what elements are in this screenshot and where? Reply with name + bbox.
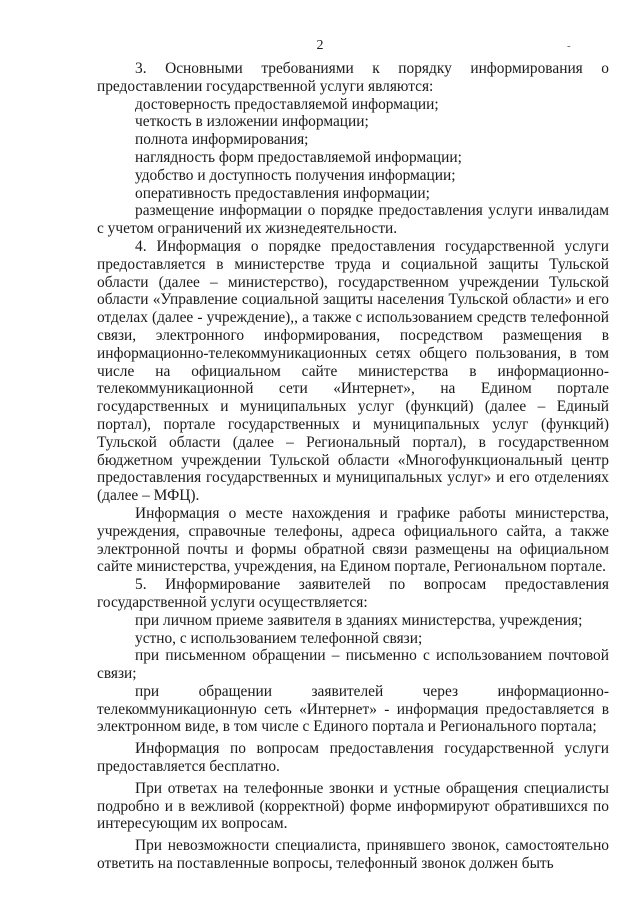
list-item: удобство и доступность получения информации; xyxy=(135,166,456,184)
document-body xyxy=(97,60,609,873)
list-item: четкость в изложении информации; xyxy=(135,113,369,131)
written-request-item: при письменном обращении – письменно с использованием почтовой связи; xyxy=(97,647,609,683)
section-3-intro: 3. Основными требованиями к порядку информирования о предоставлении государственной услуги являются: xyxy=(97,60,609,95)
internet-request-item: при обращении заявителей через информационно-телекоммуникационную сеть «Интернет» - информация предоставляется в электронном виде, в том числе с Единого портала и Регионального портала; xyxy=(97,682,609,736)
impossible-answer-paragraph: При невозможности специалиста, принявшего звонок, самостоятельно ответить на поставленные вопросы, телефонный звонок должен быть xyxy=(97,837,609,873)
list-item: при личном приеме заявителя в зданиях министерства, учреждения; xyxy=(135,611,583,629)
list-item: достоверность предоставляемой информации; xyxy=(135,95,439,113)
page-number: 2 xyxy=(316,38,324,53)
phone-answers-paragraph: При ответах на телефонные звонки и устные обращения специалисты подробно и в вежливой (корректной) форме информируют обратившихся по интересующим их вопросам. xyxy=(97,779,609,833)
list-item: полнота информирования; xyxy=(135,131,309,149)
list-item: устно, с использованием телефонной связи; xyxy=(135,629,423,647)
corner-mark: - xyxy=(567,40,571,52)
section-5-intro: 5. Информирование заявителей по вопросам предоставления государственной услуги осуществляется: xyxy=(97,576,609,611)
section-3-last-item: размещение информации о порядке предоставления услуги инвалидам с учетом ограничений их жизнедеятельности. xyxy=(97,202,609,238)
section-4-contacts-paragraph: Информация о месте нахождения и графике работы министерства, учреждения, справочные телефоны, адреса официального сайта, а также электронной почты и формы обратной связи размещены на официальном сайте министерства, учреждения, на Едином портале, Региональном портале. xyxy=(97,504,609,576)
list-item: наглядность форм предоставляемой информации; xyxy=(135,148,462,166)
section-4-paragraph: 4. Информация о порядке предоставления государственной услуги предоставляется в министерстве труда и социальной защиты Тульской области (далее – министерство), государственном учреждении Тульской области «Управление социальной защиты населения Тульской области» и его отделах (далее - учреждение),, а также с использованием средств телефонной связи, электронного информирования, посредством размещения в информационно-телекоммуникационных сетях общего пользования, в том числе на официальном сайте министерства в информационно-телекоммуникационной сети «Интернет», на Едином портале государственных и муниципальных услуг (функций) (далее – Единый портал), портале государственных и муниципальных услуг (функций) Тульской области (далее – Региональный портал), в государственном бюджетном учреждении Тульской области «Многофункциональный центр предоставления государственных и муниципальных услуг» и его отделениях (далее – МФЦ). xyxy=(97,237,609,505)
free-info-paragraph: Информация по вопросам предоставления государственной услуги предоставляется бесплатно. xyxy=(97,740,609,776)
list-item: оперативность предоставления информации; xyxy=(135,184,430,202)
